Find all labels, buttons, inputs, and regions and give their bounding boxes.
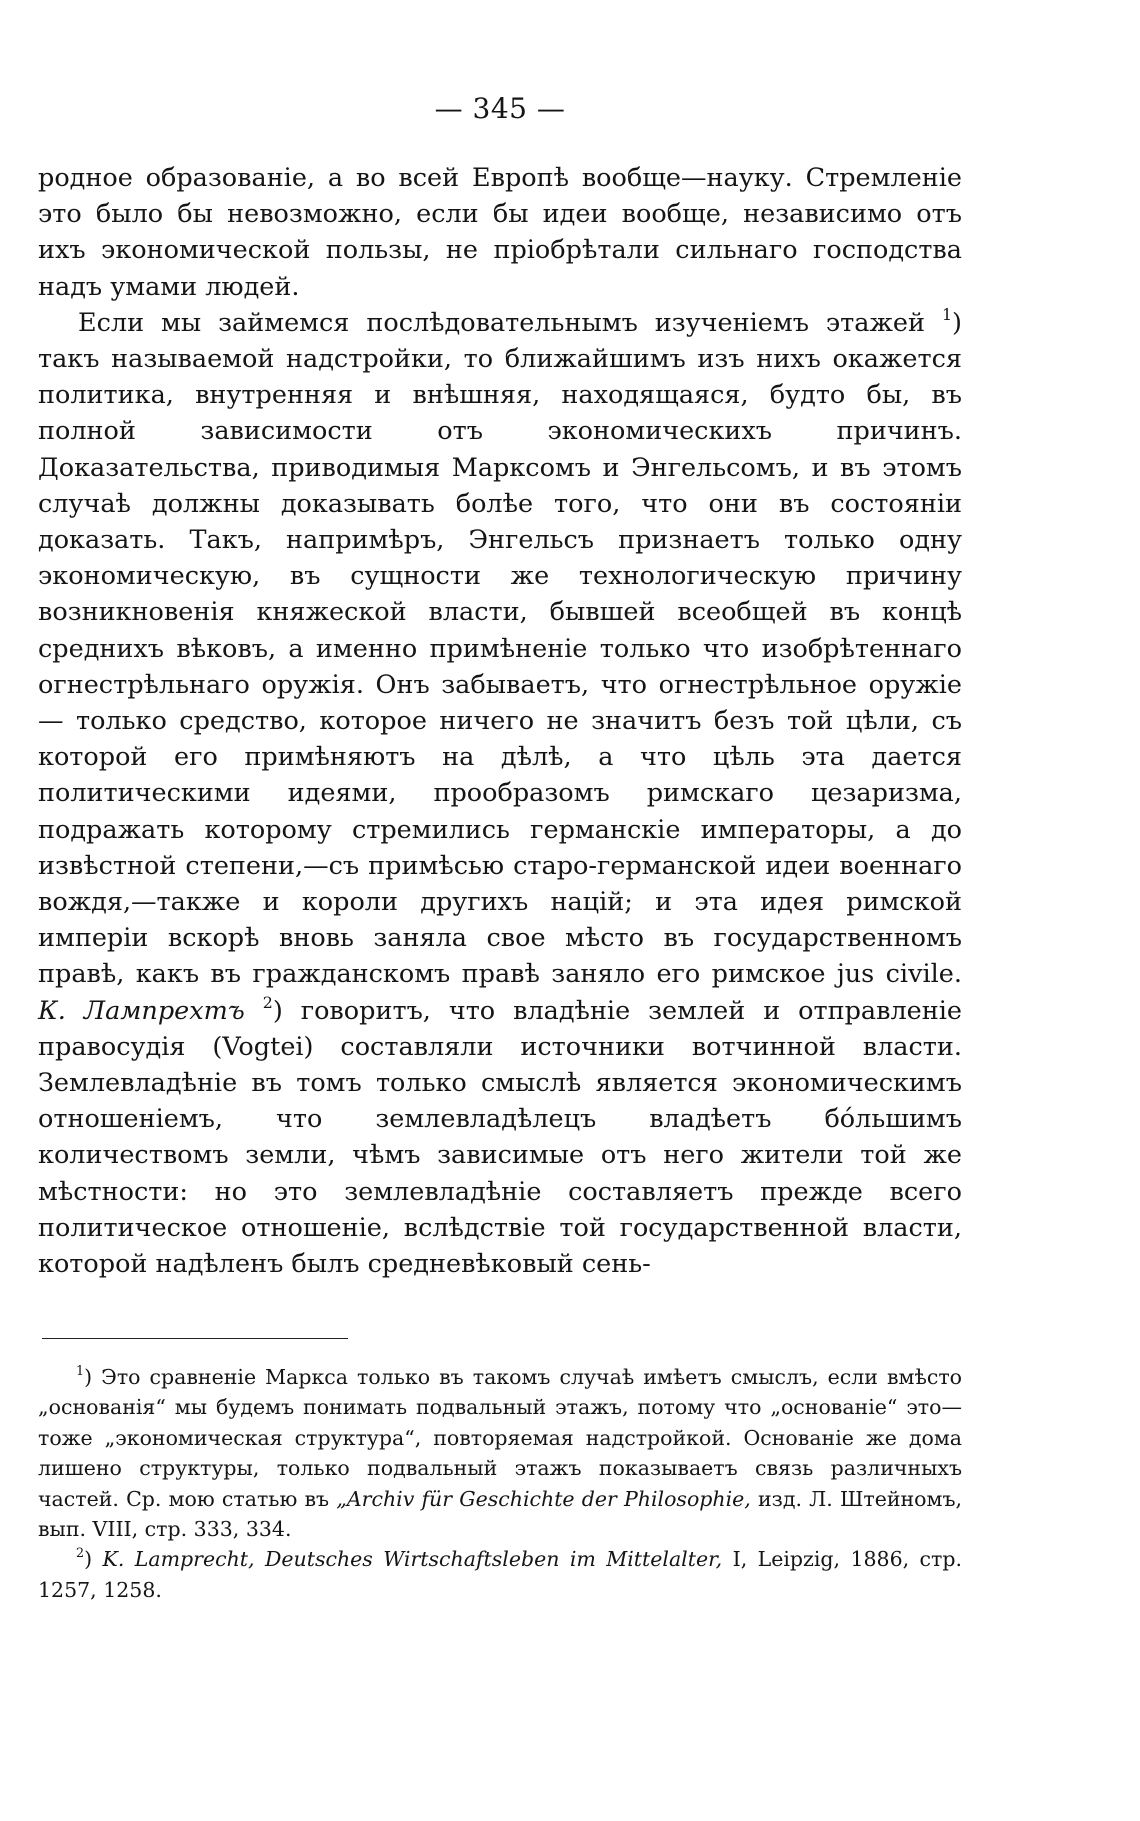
footnote-ref-1: 1 [941, 304, 953, 324]
footnote-mark-2: 2 [76, 1545, 85, 1561]
journal-title: „Archiv für Geschichte der Philosophie, [336, 1486, 751, 1511]
footnote-text: ) [84, 1547, 103, 1572]
paragraph-text: Если мы займемся послѣдовательнымъ изученіемъ этажей [78, 307, 942, 338]
book-page [38, 0, 962, 1821]
footnote-text: I, Leipzig, 1886, стр. 1257, 1258. [38, 1547, 963, 1602]
footnote-1 [38, 1362, 962, 1544]
paragraph-text: ) такъ называемой надстройки, то ближайшимъ изъ нихъ окажется политика, внутренняя и внѣшняя, находящаяся, будто бы, въ полной зависимости отъ экономическихъ причинъ. Доказательства, приводимыя Марксомъ и Энгельсомъ, и въ этомъ случаѣ должны доказывать болѣе того, что они въ состояніи доказать. Такъ, напримѣръ, Энгельсъ признаетъ только одну экономическую, въ сущности же технологическую причину возникновенія княжеской власти, бывшей всеобщей въ концѣ среднихъ вѣковъ, а именно примѣненіе только что изобрѣтеннаго огнестрѣльнаго оружія. Онъ забываетъ, что огнестрѣльное оружіе — только средство, которое ничего не значитъ безъ той цѣли, съ которой его примѣняютъ на дѣлѣ, а что цѣль эта дается политическими идеями, прообразомъ римскаго цезаризма, подражать которому стремились германскіе императоры, а до извѣстной степени,—съ примѣсью старо-германской идеи военнаго вождя,—также и короли другихъ націй; и эта идея римской имперіи вскорѣ вновь заняла свое мѣсто въ государственномъ правѣ, какъ въ гражданскомъ правѣ заняло его римское jus civile. [38, 307, 962, 990]
footnote-text: изд. Л. Штейномъ, вып. VIII, стр. 333, 334. [38, 1486, 963, 1542]
cited-author: K. Lamprecht, [102, 1547, 255, 1572]
footnote-text: ) Это сравненіе Маркса только въ такомъ случаѣ имѣетъ смыслъ, если вмѣсто „основанія“ мы будемъ понимать подвальный этажъ, потому что „основаніе“ это—тоже „экономическая структура“, повторяемая надстройкой. Основаніе же дома лишено структуры, только подвальный этажъ показываетъ связь различныхъ частей. Ср. мою статью въ [38, 1365, 962, 1511]
footnotes [38, 1362, 962, 1605]
paragraph-text: ) говоритъ, что владѣніе землей и отправленіе правосудія (Vogtei) составляли источники вотчинной власти. Землевладѣніе въ томъ только смыслѣ является экономическимъ отношеніемъ, что землевладѣлецъ владѣетъ бóльшимъ количествомъ земли, чѣмъ зависимые отъ него жители той же мѣстности: но это землевладѣніе составляетъ прежде всего политическое отношеніе, вслѣдствіе той государственной власти, которой надѣленъ былъ средневѣковый сень- [38, 995, 962, 1280]
paragraph-politics [38, 305, 962, 1282]
footnote-mark-1: 1 [76, 1363, 85, 1379]
footnote-separator [42, 1338, 348, 1339]
page-number: — 345 — [434, 92, 566, 125]
book-title: Deutsches Wirtschaftsleben im Mittelalter, [254, 1547, 723, 1572]
footnote-ref-2: 2 [262, 992, 273, 1012]
main-text [38, 160, 962, 1282]
author-name: К. Лампрехтъ [38, 995, 245, 1026]
footnote-2 [38, 1544, 962, 1605]
paragraph-continuation: родное образованіе, а во всей Европѣ вообще—науку. Стремленіе это было бы невозможно, если бы идеи вообще, независимо отъ ихъ экономической пользы, не пріобрѣтали сильнаго господства надъ умами людей. [38, 163, 962, 302]
